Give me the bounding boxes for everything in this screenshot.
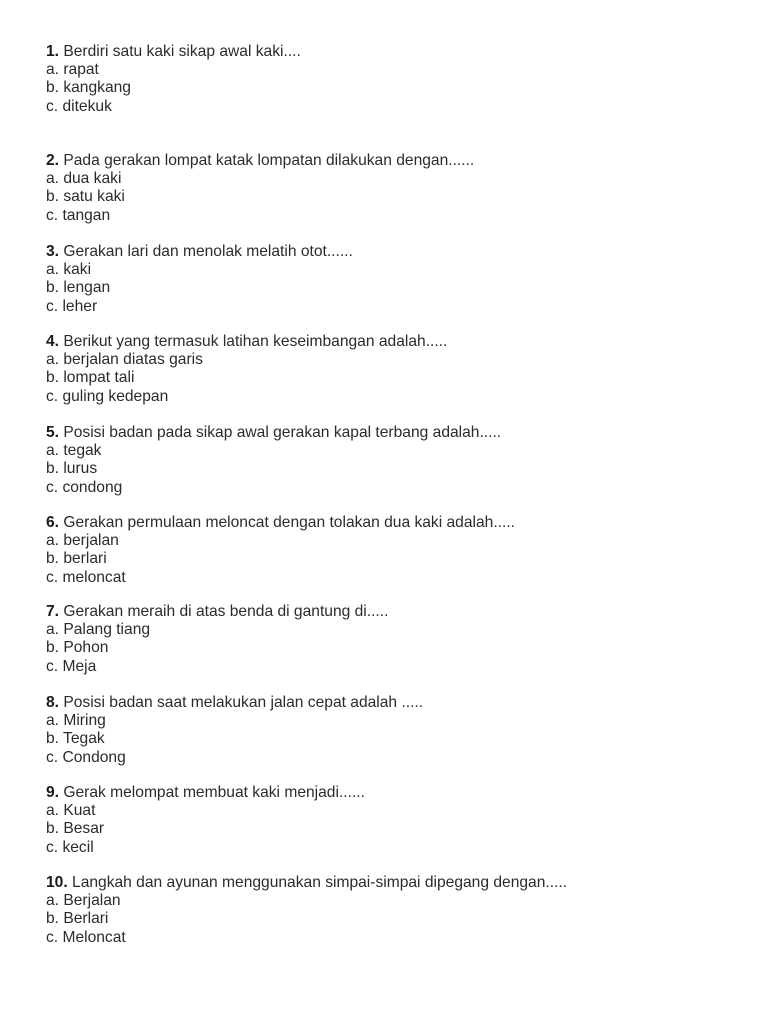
option-a: a. dua kaki (46, 170, 122, 188)
option-c: c. leher (46, 297, 98, 315)
question-prompt: Berdiri satu kaki sikap awal kaki.... (59, 43, 301, 60)
question-text (46, 603, 388, 621)
option-a: a. Berjalan (46, 892, 121, 910)
option-a: a. Kuat (46, 802, 96, 820)
option-c: c. Meloncat (46, 928, 126, 946)
question-1 (46, 43, 301, 116)
option-c: c. tangan (46, 206, 111, 224)
option-c: c. Condong (46, 748, 126, 766)
question-number: 1. (46, 43, 60, 60)
question-text (46, 152, 474, 170)
option-b: b. lengan (46, 279, 111, 297)
option-c: c. kecil (46, 838, 94, 856)
option-b: b. Berlari (46, 910, 109, 928)
question-text (46, 333, 447, 351)
option-b: b. kangkang (46, 79, 131, 97)
question-text (46, 874, 567, 892)
question-number: 7. (46, 603, 60, 620)
question-number: 2. (46, 152, 60, 169)
question-5 (46, 424, 501, 497)
option-b: b. Besar (46, 820, 105, 838)
option-c: c. condong (46, 478, 123, 496)
question-number: 5. (46, 424, 60, 441)
option-a: a. Palang tiang (46, 621, 151, 639)
question-prompt: Langkah dan ayunan menggunakan simpai-simpai dipegang dengan..... (67, 874, 568, 891)
option-b: b. Tegak (46, 730, 105, 748)
question-number: 3. (46, 243, 60, 260)
option-b: b. Pohon (46, 639, 109, 657)
option-a: a. kaki (46, 261, 92, 279)
option-b: b. lurus (46, 460, 98, 478)
question-number: 10. (46, 874, 68, 891)
question-6 (46, 514, 515, 587)
option-b: b. lompat tali (46, 369, 135, 387)
option-a: a. tegak (46, 442, 102, 460)
option-c: c. Meja (46, 657, 97, 675)
option-b: b. berlari (46, 550, 107, 568)
question-number: 8. (46, 694, 60, 711)
question-prompt: Berikut yang termasuk latihan keseimbangan adalah..... (59, 333, 448, 350)
question-number: 4. (46, 333, 60, 350)
question-10 (46, 874, 567, 947)
option-a: a. rapat (46, 61, 99, 79)
option-b: b. satu kaki (46, 188, 125, 206)
question-4 (46, 333, 447, 406)
question-text (46, 784, 365, 802)
option-a: a. Miring (46, 712, 106, 730)
question-number: 6. (46, 514, 60, 531)
question-prompt: Pada gerakan lompat katak lompatan dilakukan dengan...... (59, 152, 475, 169)
question-3 (46, 243, 353, 316)
question-prompt: Gerakan lari dan menolak melatih otot...... (59, 243, 353, 260)
question-9 (46, 784, 365, 857)
question-prompt: Posisi badan saat melakukan jalan cepat adalah ..... (59, 694, 424, 711)
question-prompt: Posisi badan pada sikap awal gerakan kapal terbang adalah..... (59, 424, 502, 441)
question-text (46, 243, 353, 261)
question-7 (46, 603, 388, 676)
question-prompt: Gerakan permulaan meloncat dengan tolakan dua kaki adalah..... (59, 514, 515, 531)
question-number: 9. (46, 784, 60, 801)
question-8 (46, 694, 423, 767)
question-2 (46, 152, 474, 225)
option-a: a. berjalan diatas garis (46, 351, 203, 369)
question-text (46, 424, 501, 442)
option-c: c. guling kedepan (46, 387, 169, 405)
option-c: c. ditekuk (46, 97, 112, 115)
option-a: a. berjalan (46, 532, 119, 550)
option-c: c. meloncat (46, 568, 126, 586)
question-text (46, 694, 423, 712)
question-prompt: Gerakan meraih di atas benda di gantung di..... (59, 603, 389, 620)
question-prompt: Gerak melompat membuat kaki menjadi...... (59, 784, 365, 801)
question-text (46, 43, 301, 61)
question-text (46, 514, 515, 532)
